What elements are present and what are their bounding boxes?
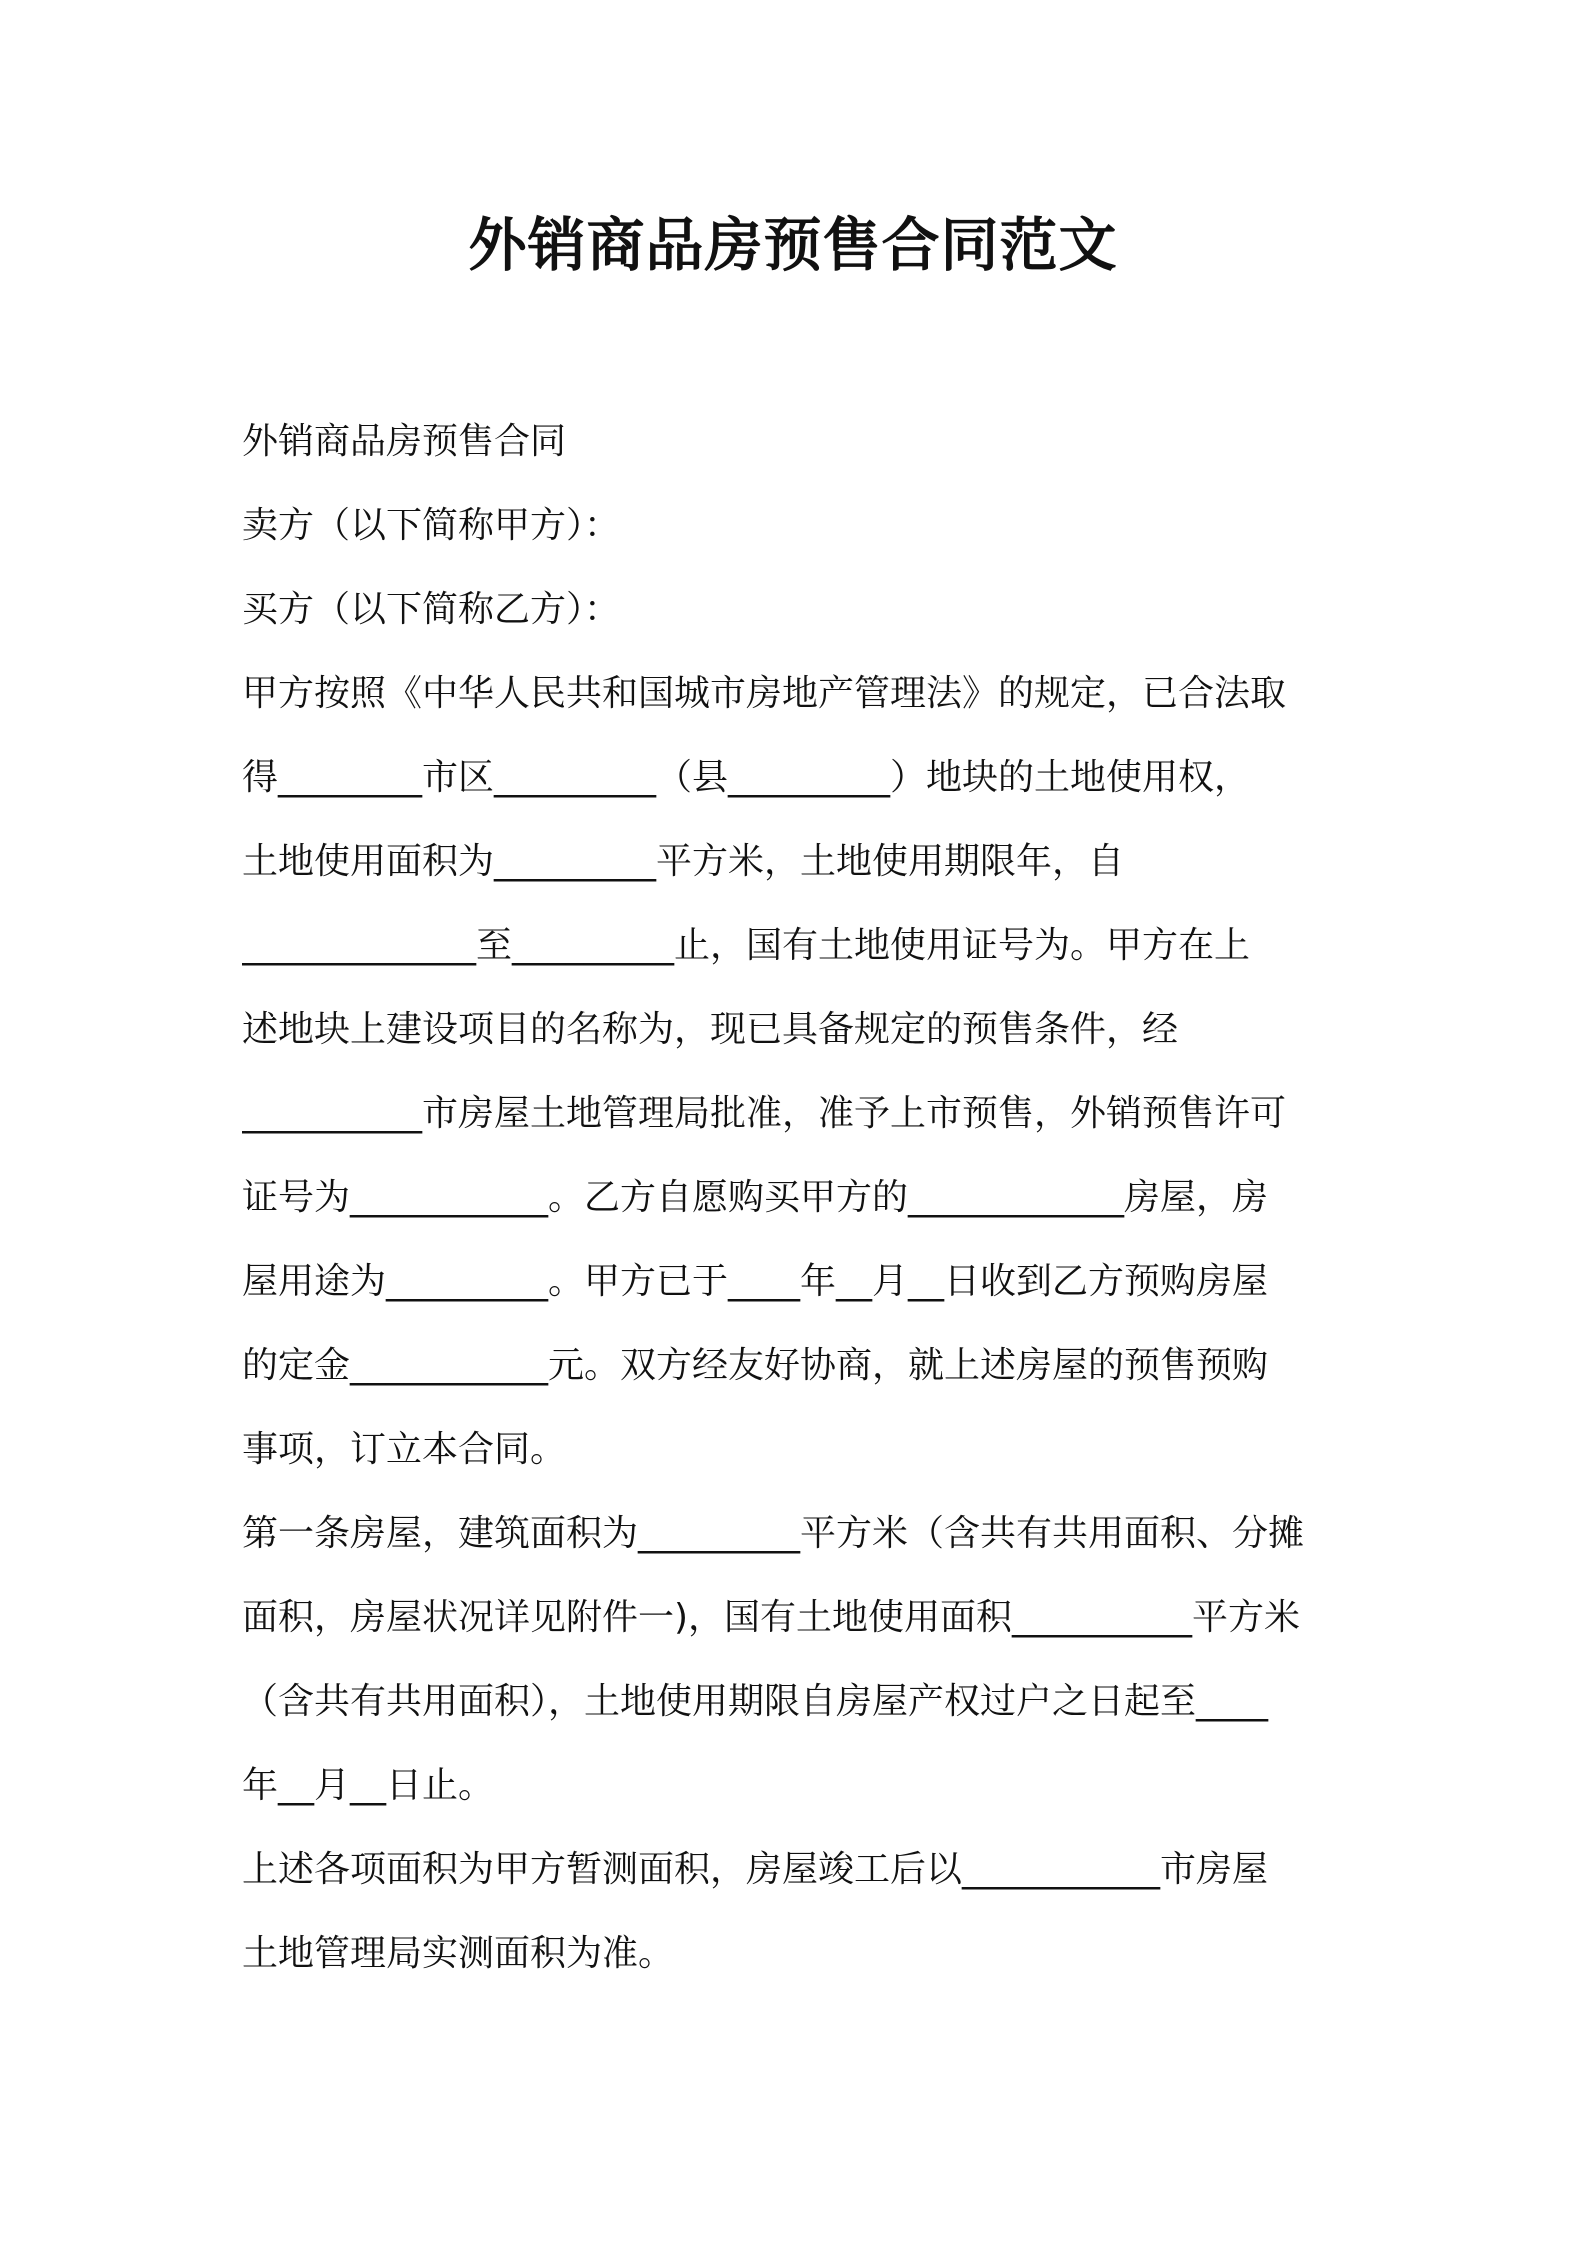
text-line: 年__月__日止。 [242,1765,495,1806]
text-line: _____________至_________止，国有土地使用证号为。甲方在上 [242,925,1251,966]
text-line: 上述各项面积为甲方暂测面积，房屋竣工后以___________市房屋 [242,1849,1269,1890]
text-line: 土地管理局实测面积为准。 [242,1933,675,1974]
text-line: 屋用途为_________。甲方已于____年__月__日收到乙方预购房屋 [242,1261,1269,1302]
text-line: 甲方按照《中华人民共和国城市房地产管理法》的规定，已合法取 [242,673,1287,714]
contract-heading: 外销商品房预售合同 [242,421,567,462]
text-line: 面积，房屋状况详见附件一)，国有土地使用面积__________平方米 [242,1597,1301,1638]
text-line: （含共有共用面积），土地使用期限自房屋产权过户之日起至____ [242,1681,1269,1722]
document-body [242,400,1362,1996]
text-line: 述地块上建设项目的名称为，现已具备规定的预售条件，经 [242,1009,1179,1050]
article-one-line: 第一条房屋，建筑面积为_________平方米（含共有共用面积、分摊 [242,1513,1305,1554]
text-line: 事项，订立本合同。 [242,1429,567,1470]
text-line: 的定金___________元。双方经友好协商，就上述房屋的预售预购 [242,1345,1269,1386]
document-title: 外销商品房预售合同范文 [468,211,1118,279]
text-line: __________市房屋土地管理局批准，准予上市预售，外销预售许可 [242,1093,1287,1134]
text-line: 土地使用面积为_________平方米，土地使用期限年，自 [242,841,1125,882]
text-line: 得________市区_________（县_________）地块的土地使用权， [242,757,1251,798]
seller-line: 卖方（以下简称甲方）： [242,505,621,546]
buyer-line: 买方（以下简称乙方）： [242,589,621,630]
text-line: 证号为___________。乙方自愿购买甲方的____________房屋，房 [242,1177,1269,1218]
